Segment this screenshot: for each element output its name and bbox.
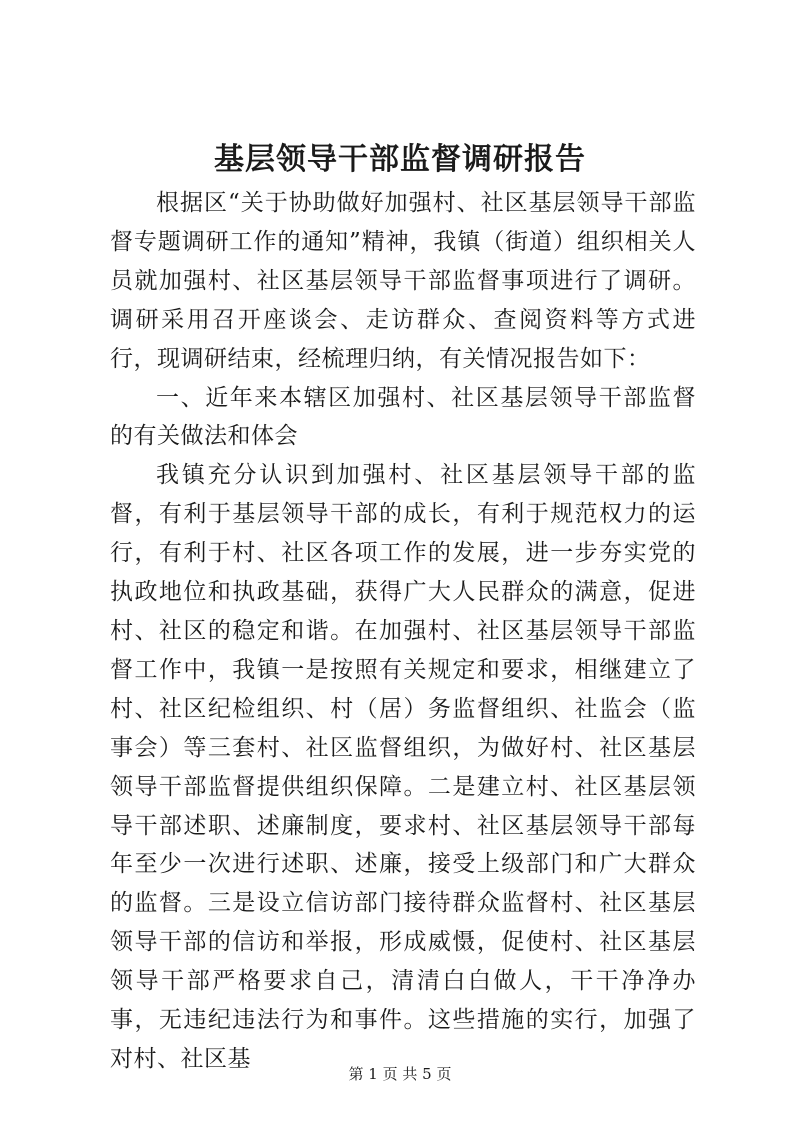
document-title: 基层领导干部监督调研报告 xyxy=(214,142,586,177)
document-body xyxy=(110,184,696,1079)
paragraph-practices: 我镇充分认识到加强村、社区基层领导干部的监督，有利于基层领导干部的成长，有利于规范权力的运行，有利于村、社区各项工作的发展，进一步夯实党的执政地位和执政基础，获得广大人民群众的满意，促进村、社区的稳定和谐。在加强村、社区基层领导干部监督工作中，我镇一是按照有关规定和要求，相继建立了村、社区纪检组织、村（居）务监督组织、社监会（监事会）等三套村、社区监督组织，为做好村、社区基层领导干部监督提供组织保障。二是建立村、社区基层领导干部述职、述廉制度，要求村、社区基层领导干部每年至少一次进行述职、述廉，接受上级部门和广大群众的监督。三是设立信访部门接待群众监督村、社区基层领导干部的信访和举报，形成威慑，促使村、社区基层领导干部严格要求自己，清清白白做人，干干净净办事，无违纪违法行为和事件。这些措施的实行，加强了对村、社区基 xyxy=(110,462,696,1072)
section-heading-1: 一、近年来本辖区加强村、社区基层领导干部监督的有关做法和体会 xyxy=(110,384,696,450)
paragraph-intro: 根据区“关于协助做好加强村、社区基层领导干部监督专题调研工作的通知”精神，我镇（街道）组织相关人员就加强村、社区基层领导干部监督事项进行了调研。调研采用召开座谈会、走访群众、查阅资料等方式进行，现调研结束，经梳理归纳，有关情况报告如下： xyxy=(110,190,696,372)
page-number-footer: 第 1 页 共 5 页 xyxy=(348,1065,452,1083)
